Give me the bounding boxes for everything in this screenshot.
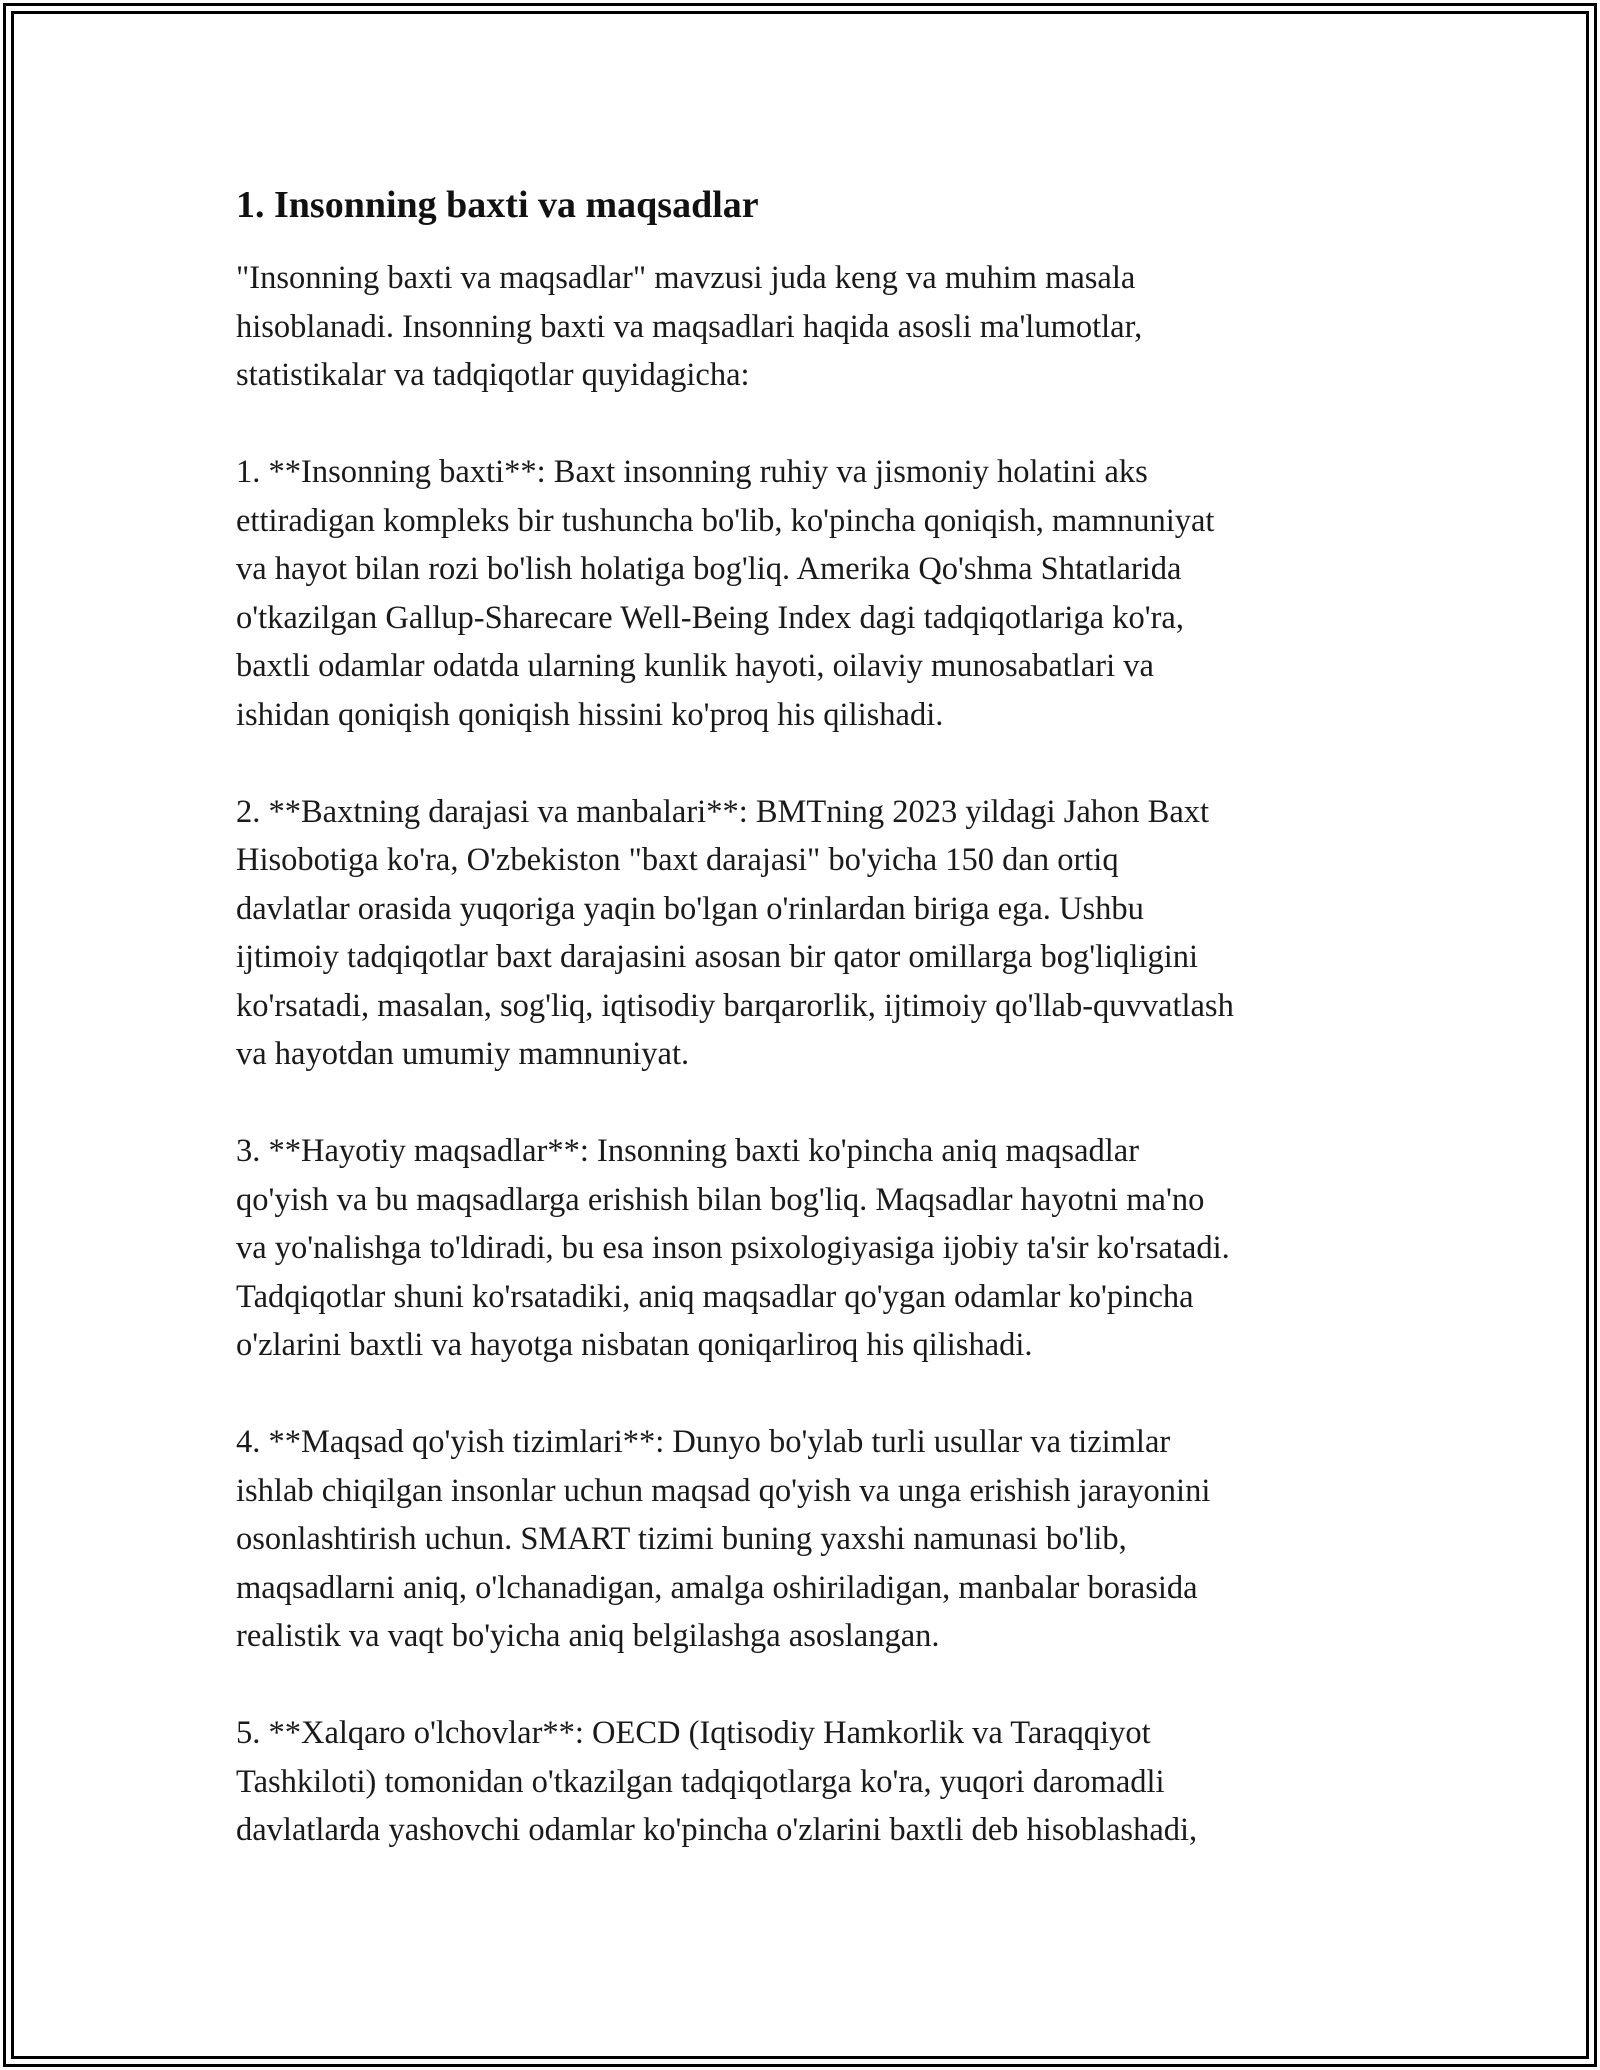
paragraph-hayotiy-maqsadlar: 3. **Hayotiy maqsadlar**: Insonning baxti ko'pincha aniq maqsadlar qo'yish va bu maqsadlarga erishish bilan bog'liq. Maqsadlar hayotni ma'no va yo'nalishga to'ldiradi, bu esa inson psixologiyasiga ijobiy ta'sir ko'rsatadi. Tadqiqotlar shuni ko'rsatadiki, aniq maqsadlar qo'ygan odamlar ko'pincha o'zlarini baxtli va hayotga nisbatan qoniqarliroq his qilishadi. (236, 1133, 1230, 1363)
paragraph-xalqaro-olchovlar: 5. **Xalqaro o'lchovlar**: OECD (Iqtisodiy Hamkorlik va Taraqqiyot Tashkiloti) tomonidan o'tkazilgan tadqiqotlarga ko'ra, yuqori daromadli davlatlarda yashovchi odamlar ko'pincha o'zlarini baxtli deb hisoblashadi, (236, 1715, 1198, 1848)
document-body (236, 180, 1376, 1903)
section-heading: 1. Insonning baxti va maqsadlar (236, 184, 759, 226)
intro-paragraph: "Insonning baxti va maqsadlar" mavzusi juda keng va muhim masala hisoblanadi. Insonning baxti va maqsadlari haqida asosli ma'lumotlar, statistikalar va tadqiqotlar quyidagicha: (236, 260, 1143, 393)
paragraph-maqsad-qoyish-tizimlari: 4. **Maqsad qo'yish tizimlari**: Dunyo bo'ylab turli usullar va tizimlar ishlab chiqilgan insonlar uchun maqsad qo'yish va unga erishish jarayonini osonlashtirish uchun. SMART tizimi buning yaxshi namunasi bo'lib, maqsadlarni aniq, o'lchanadigan, amalga oshiriladigan, manbalar borasida realistik va vaqt bo'yicha aniq belgilashga asoslangan. (236, 1424, 1211, 1654)
paragraph-baxtning-darajasi: 2. **Baxtning darajasi va manbalari**: BMTning 2023 yildagi Jahon Baxt Hisobotiga ko'ra, O'zbekiston "baxt darajasi" bo'yicha 150 dan ortiq davlatlar orasida yuqoriga yaqin bo'lgan o'rinlardan biriga ega. Ushbu ijtimoiy tadqiqotlar baxt darajasini asosan bir qator omillarga bog'liqligini ko'rsatadi, masalan, sog'liq, iqtisodiy barqarorlik, ijtimoiy qo'llab-quvvatlash va hayotdan umumiy mamnuniyat. (236, 793, 1234, 1072)
paragraph-insonning-baxti: 1. **Insonning baxti**: Baxt insonning ruhiy va jismoniy holatini aks ettiradigan kompleks bir tushuncha bo'lib, ko'pincha qoniqish, mamnuniyat va hayot bilan rozi bo'lish holatiga bog'liq. Amerika Qo'shma Shtatlarida o'tkazilgan Gallup-Sharecare Well-Being Index dagi tadqiqotlariga ko'ra, baxtli odamlar odatda ularning kunlik hayoti, oilaviy munosabatlari va ishidan qoniqish qoniqish hissini ko'proq his qilishadi. (236, 454, 1215, 733)
